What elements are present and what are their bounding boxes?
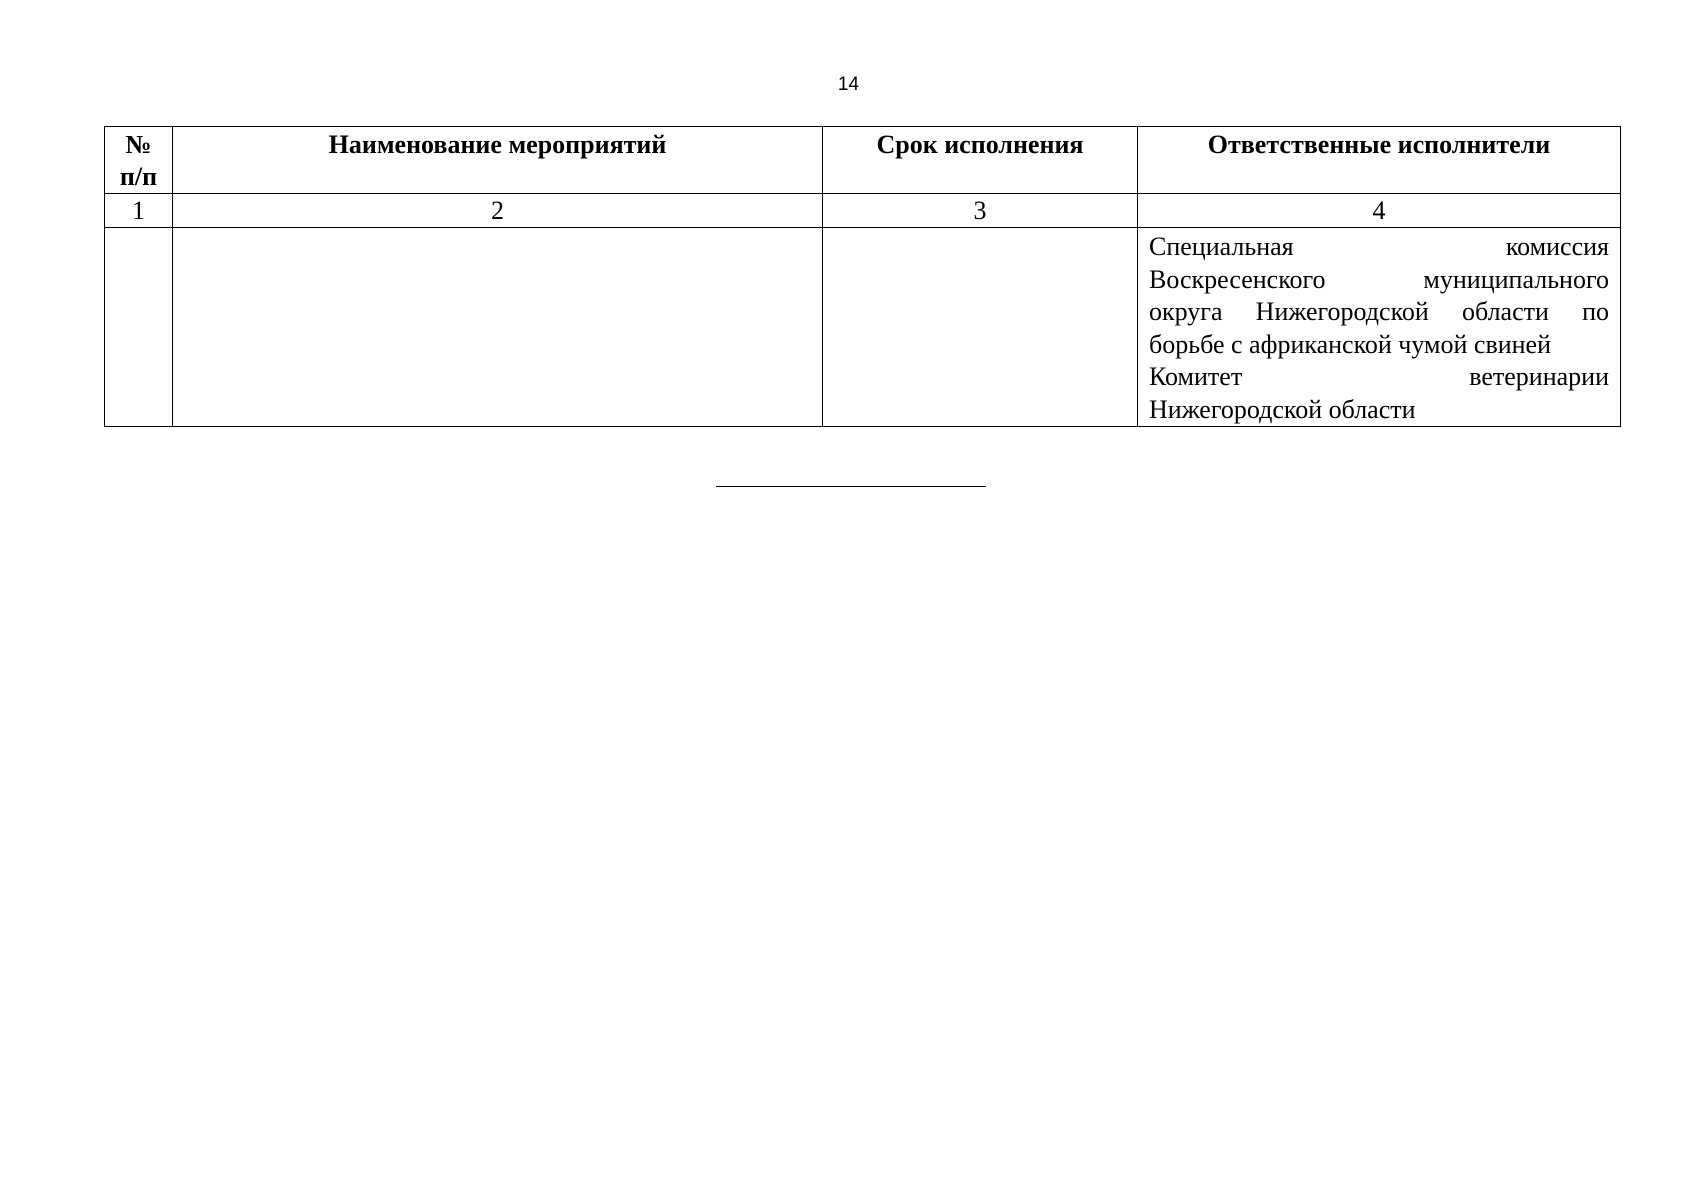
executors-cell [1138,228,1621,427]
column-number-2: 2 [173,194,823,228]
executor-1-line-4: борьбе с африканской чумой свиней [1149,329,1552,359]
executor-1-line-2: Воскресенского муниципального [1149,264,1609,294]
executor-2-line-1: Комитет ветеринарии [1149,362,1609,391]
executor-1-line-1: Специальная комиссия [1149,232,1609,261]
header-responsible-executors: Ответственные исполнители [1138,127,1621,194]
table-header-row [105,127,1621,194]
header-number: № п/п [105,127,173,194]
column-number-row [105,194,1621,228]
end-of-document-rule [716,486,986,487]
page-number: 14 [837,74,860,95]
column-number-4: 4 [1138,194,1621,228]
executors-text [1138,228,1620,426]
column-number-3: 3 [823,194,1138,228]
table-row [105,228,1621,427]
measure-name-cell [173,228,823,427]
measures-table [104,126,1621,427]
deadline-cell [823,228,1138,427]
header-measure-name: Наименование мероприятий [173,127,823,194]
row-number-cell [105,228,173,427]
executor-1-line-3: округа Нижегородской области по [1149,297,1609,326]
header-deadline: Срок исполнения [823,127,1138,194]
column-number-1: 1 [105,194,173,228]
executor-2-line-2: Нижегородской области [1149,394,1416,424]
